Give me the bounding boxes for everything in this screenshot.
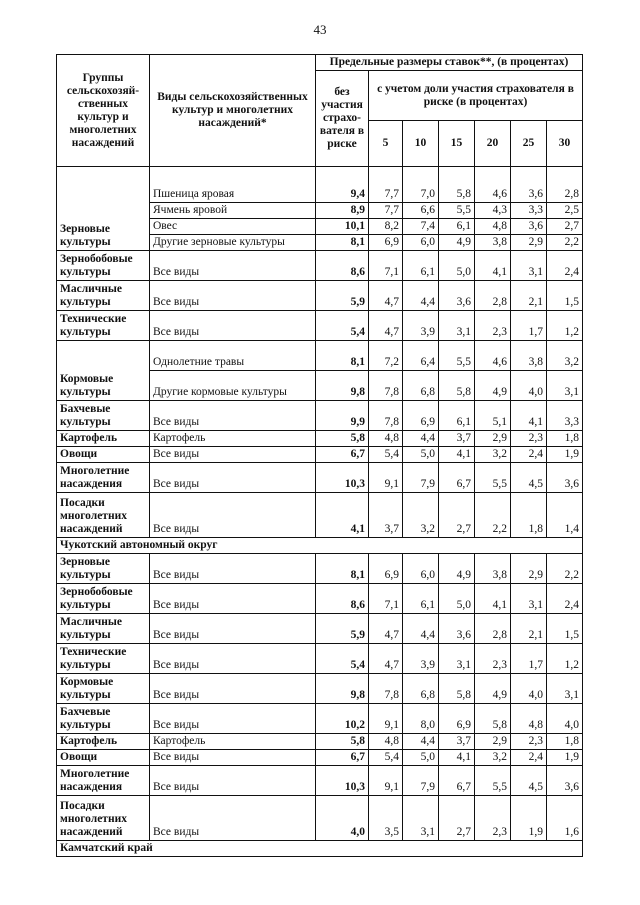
share-rate-cell: 2,3	[475, 311, 511, 341]
header-group: Группы сельскохозяй-ственных культур и многолетних насаждений	[57, 55, 150, 167]
share-rate-cell: 4,1	[475, 251, 511, 281]
base-rate-cell: 4,1	[316, 493, 369, 538]
share-rate-cell: 3,9	[403, 644, 439, 674]
crop-kind-cell: Однолетние травы	[150, 341, 316, 371]
base-rate-cell: 6,7	[316, 447, 369, 463]
share-rate-cell: 9,1	[369, 463, 403, 493]
share-rate-cell: 7,4	[403, 219, 439, 235]
crop-group-cell: Технические культуры	[57, 644, 150, 674]
crop-group-cell: Кормовые культуры	[57, 674, 150, 704]
crop-group-cell: Зерновые культуры	[57, 167, 150, 251]
share-rate-cell: 5,0	[439, 584, 475, 614]
share-rate-cell: 4,0	[511, 674, 547, 704]
base-rate-cell: 8,1	[316, 554, 369, 584]
share-rate-cell: 9,1	[369, 766, 403, 796]
share-rate-cell: 4,8	[475, 219, 511, 235]
share-rate-cell: 1,9	[547, 447, 583, 463]
share-rate-cell: 2,7	[439, 796, 475, 841]
share-rate-cell: 3,1	[511, 584, 547, 614]
share-rate-cell: 2,2	[547, 235, 583, 251]
share-rate-cell: 6,0	[403, 235, 439, 251]
crop-group-cell: Масличные культуры	[57, 281, 150, 311]
crop-kind-cell: Все виды	[150, 750, 316, 766]
share-rate-cell: 2,8	[475, 614, 511, 644]
share-rate-cell: 3,1	[439, 311, 475, 341]
share-rate-cell: 5,4	[369, 750, 403, 766]
share-rate-cell: 5,0	[439, 251, 475, 281]
table-row	[57, 734, 583, 750]
crop-group-cell: Зерновые культуры	[57, 554, 150, 584]
base-rate-cell: 5,8	[316, 734, 369, 750]
share-rate-cell: 2,4	[511, 447, 547, 463]
crop-kind-cell: Все виды	[150, 493, 316, 538]
share-rate-cell: 4,7	[369, 311, 403, 341]
share-rate-cell: 1,9	[547, 750, 583, 766]
crop-kind-cell: Все виды	[150, 796, 316, 841]
share-rate-cell: 2,7	[439, 493, 475, 538]
base-rate-cell: 10,3	[316, 463, 369, 493]
share-rate-cell: 3,2	[475, 447, 511, 463]
table-row	[57, 766, 583, 796]
share-rate-cell: 3,7	[439, 734, 475, 750]
crop-kind-cell: Другие кормовые культуры	[150, 371, 316, 401]
base-rate-cell: 5,4	[316, 311, 369, 341]
share-rate-cell: 7,2	[369, 341, 403, 371]
share-rate-cell: 4,7	[369, 281, 403, 311]
share-rate-cell: 3,6	[439, 281, 475, 311]
share-rate-cell: 7,0	[403, 167, 439, 203]
share-rate-cell: 7,9	[403, 463, 439, 493]
share-rate-cell: 8,2	[369, 219, 403, 235]
share-rate-cell: 5,4	[369, 447, 403, 463]
share-rate-cell: 6,1	[403, 251, 439, 281]
region-row	[57, 538, 583, 554]
header-share-25: 25	[511, 121, 547, 167]
share-rate-cell: 1,7	[511, 311, 547, 341]
share-rate-cell: 7,1	[369, 584, 403, 614]
share-rate-cell: 3,1	[403, 796, 439, 841]
crop-group-cell: Зернобобовые культуры	[57, 251, 150, 281]
page-number: 43	[313, 22, 327, 37]
crop-group-cell: Картофель	[57, 431, 150, 447]
share-rate-cell: 4,9	[439, 554, 475, 584]
base-rate-cell: 9,4	[316, 167, 369, 203]
share-rate-cell: 2,4	[547, 584, 583, 614]
share-rate-cell: 3,3	[547, 401, 583, 431]
base-rate-cell: 10,3	[316, 766, 369, 796]
crop-kind-cell: Все виды	[150, 704, 316, 734]
header-share-30: 30	[547, 121, 583, 167]
table-row	[57, 447, 583, 463]
share-rate-cell: 1,4	[547, 493, 583, 538]
base-rate-cell: 9,8	[316, 674, 369, 704]
share-rate-cell: 3,8	[511, 341, 547, 371]
table-row	[57, 463, 583, 493]
share-rate-cell: 2,9	[511, 554, 547, 584]
share-rate-cell: 4,4	[403, 614, 439, 644]
share-rate-cell: 1,5	[547, 614, 583, 644]
share-rate-cell: 7,8	[369, 401, 403, 431]
table-row	[57, 644, 583, 674]
share-rate-cell: 2,1	[511, 281, 547, 311]
table-row	[57, 167, 583, 203]
share-rate-cell: 1,8	[511, 493, 547, 538]
share-rate-cell: 4,9	[439, 235, 475, 251]
base-rate-cell: 4,0	[316, 796, 369, 841]
share-rate-cell: 4,3	[475, 203, 511, 219]
share-rate-cell: 4,1	[511, 401, 547, 431]
crop-group-cell: Овощи	[57, 750, 150, 766]
share-rate-cell: 7,9	[403, 766, 439, 796]
header-share-10: 10	[403, 121, 439, 167]
crop-kind-cell: Картофель	[150, 431, 316, 447]
table-row	[57, 341, 583, 371]
share-rate-cell: 6,1	[439, 219, 475, 235]
share-rate-cell: 3,6	[547, 766, 583, 796]
share-rate-cell: 1,5	[547, 281, 583, 311]
crop-group-cell: Посадки многолетних насаждений	[57, 796, 150, 841]
share-rate-cell: 6,0	[403, 554, 439, 584]
share-rate-cell: 3,2	[475, 750, 511, 766]
base-rate-cell: 8,1	[316, 235, 369, 251]
share-rate-cell: 3,6	[511, 167, 547, 203]
insurance-rates-table	[56, 54, 583, 857]
share-rate-cell: 4,4	[403, 734, 439, 750]
share-rate-cell: 2,4	[547, 251, 583, 281]
share-rate-cell: 3,8	[475, 235, 511, 251]
table-row	[57, 401, 583, 431]
share-rate-cell: 4,9	[475, 674, 511, 704]
table-row	[57, 674, 583, 704]
share-rate-cell: 2,2	[475, 493, 511, 538]
share-rate-cell: 1,2	[547, 644, 583, 674]
region-row	[57, 841, 583, 857]
share-rate-cell: 6,7	[439, 463, 475, 493]
share-rate-cell: 7,7	[369, 203, 403, 219]
share-rate-cell: 2,1	[511, 614, 547, 644]
share-rate-cell: 6,8	[403, 674, 439, 704]
share-rate-cell: 4,6	[475, 167, 511, 203]
share-rate-cell: 2,7	[547, 219, 583, 235]
crop-group-cell: Посадки многолетних насаждений	[57, 493, 150, 538]
base-rate-cell: 5,9	[316, 281, 369, 311]
share-rate-cell: 7,8	[369, 674, 403, 704]
share-rate-cell: 3,5	[369, 796, 403, 841]
table-row	[57, 493, 583, 538]
crop-kind-cell: Все виды	[150, 281, 316, 311]
share-rate-cell: 9,1	[369, 704, 403, 734]
header-kind: Виды сельскохозяйственных культур и многолетних насаждений*	[150, 55, 316, 167]
share-rate-cell: 2,4	[511, 750, 547, 766]
header-share-20: 20	[475, 121, 511, 167]
base-rate-cell: 9,9	[316, 401, 369, 431]
crop-kind-cell: Овес	[150, 219, 316, 235]
share-rate-cell: 4,8	[369, 431, 403, 447]
header-base: без участия страхо-вателя в риске	[316, 71, 369, 167]
region-heading: Чукотский автономный округ	[57, 538, 583, 554]
table-row	[57, 584, 583, 614]
share-rate-cell: 6,9	[369, 554, 403, 584]
base-rate-cell: 10,2	[316, 704, 369, 734]
share-rate-cell: 4,1	[475, 584, 511, 614]
base-rate-cell: 8,1	[316, 341, 369, 371]
region-heading: Камчатский край	[57, 841, 583, 857]
share-rate-cell: 6,1	[439, 401, 475, 431]
share-rate-cell: 6,8	[403, 371, 439, 401]
share-rate-cell: 6,1	[403, 584, 439, 614]
share-rate-cell: 5,5	[439, 341, 475, 371]
header-share-15: 15	[439, 121, 475, 167]
share-rate-cell: 5,1	[475, 401, 511, 431]
share-rate-cell: 4,5	[511, 463, 547, 493]
base-rate-cell: 10,1	[316, 219, 369, 235]
share-rate-cell: 3,8	[475, 554, 511, 584]
share-rate-cell: 2,3	[475, 796, 511, 841]
share-rate-cell: 5,0	[403, 750, 439, 766]
share-rate-cell: 3,1	[547, 371, 583, 401]
share-rate-cell: 2,3	[511, 431, 547, 447]
share-rate-cell: 3,7	[369, 493, 403, 538]
crop-kind-cell: Все виды	[150, 766, 316, 796]
crop-group-cell: Многолетние насаждения	[57, 463, 150, 493]
crop-kind-cell: Все виды	[150, 674, 316, 704]
share-rate-cell: 4,8	[511, 704, 547, 734]
share-rate-cell: 6,9	[369, 235, 403, 251]
table-row	[57, 251, 583, 281]
crop-group-cell: Овощи	[57, 447, 150, 463]
base-rate-cell: 8,6	[316, 251, 369, 281]
share-rate-cell: 2,9	[475, 431, 511, 447]
crop-kind-cell: Ячмень яровой	[150, 203, 316, 219]
crop-group-cell: Технические культуры	[57, 311, 150, 341]
share-rate-cell: 2,5	[547, 203, 583, 219]
share-rate-cell: 7,1	[369, 251, 403, 281]
share-rate-cell: 4,0	[511, 371, 547, 401]
share-rate-cell: 8,0	[403, 704, 439, 734]
base-rate-cell: 5,4	[316, 644, 369, 674]
share-rate-cell: 3,6	[547, 463, 583, 493]
share-rate-cell: 5,8	[439, 674, 475, 704]
table-row	[57, 704, 583, 734]
header-share-5: 5	[369, 121, 403, 167]
share-rate-cell: 6,9	[403, 401, 439, 431]
share-rate-cell: 5,8	[475, 704, 511, 734]
share-rate-cell: 6,6	[403, 203, 439, 219]
share-rate-cell: 1,8	[547, 734, 583, 750]
share-rate-cell: 4,4	[403, 281, 439, 311]
header-limit: Предельные размеры ставок**, (в процентах)	[316, 55, 583, 71]
crop-group-cell: Масличные культуры	[57, 614, 150, 644]
header-share: с учетом доли участия страхователя в риске (в процентах)	[369, 71, 583, 121]
table-body	[57, 167, 583, 857]
crop-kind-cell: Все виды	[150, 251, 316, 281]
share-rate-cell: 3,2	[547, 341, 583, 371]
share-rate-cell: 6,4	[403, 341, 439, 371]
share-rate-cell: 4,6	[475, 341, 511, 371]
share-rate-cell: 1,8	[547, 431, 583, 447]
table-header	[57, 55, 583, 167]
share-rate-cell: 3,7	[439, 431, 475, 447]
share-rate-cell: 2,8	[547, 167, 583, 203]
crop-group-cell: Многолетние насаждения	[57, 766, 150, 796]
share-rate-cell: 2,9	[511, 235, 547, 251]
share-rate-cell: 3,3	[511, 203, 547, 219]
share-rate-cell: 5,5	[475, 766, 511, 796]
base-rate-cell: 8,6	[316, 584, 369, 614]
crop-kind-cell: Все виды	[150, 311, 316, 341]
share-rate-cell: 4,9	[475, 371, 511, 401]
share-rate-cell: 5,5	[475, 463, 511, 493]
table-row	[57, 750, 583, 766]
table-row	[57, 554, 583, 584]
crop-kind-cell: Другие зерновые культуры	[150, 235, 316, 251]
base-rate-cell: 6,7	[316, 750, 369, 766]
share-rate-cell: 4,7	[369, 644, 403, 674]
crop-kind-cell: Все виды	[150, 554, 316, 584]
share-rate-cell: 2,8	[475, 281, 511, 311]
share-rate-cell: 2,2	[547, 554, 583, 584]
crop-kind-cell: Все виды	[150, 401, 316, 431]
share-rate-cell: 3,1	[439, 644, 475, 674]
share-rate-cell: 3,1	[511, 251, 547, 281]
table-row	[57, 311, 583, 341]
table-row	[57, 796, 583, 841]
crop-kind-cell: Все виды	[150, 584, 316, 614]
share-rate-cell: 2,9	[475, 734, 511, 750]
share-rate-cell: 1,2	[547, 311, 583, 341]
share-rate-cell: 4,0	[547, 704, 583, 734]
table-row	[57, 281, 583, 311]
base-rate-cell: 5,9	[316, 614, 369, 644]
crop-group-cell: Бахчевые культуры	[57, 704, 150, 734]
share-rate-cell: 3,2	[403, 493, 439, 538]
share-rate-cell: 7,8	[369, 371, 403, 401]
share-rate-cell: 4,5	[511, 766, 547, 796]
table-row	[57, 431, 583, 447]
share-rate-cell: 1,7	[511, 644, 547, 674]
share-rate-cell: 5,8	[439, 371, 475, 401]
share-rate-cell: 3,6	[511, 219, 547, 235]
share-rate-cell: 4,4	[403, 431, 439, 447]
share-rate-cell: 1,6	[547, 796, 583, 841]
share-rate-cell: 7,7	[369, 167, 403, 203]
share-rate-cell: 3,9	[403, 311, 439, 341]
share-rate-cell: 4,8	[369, 734, 403, 750]
base-rate-cell: 8,9	[316, 203, 369, 219]
share-rate-cell: 5,8	[439, 167, 475, 203]
base-rate-cell: 9,8	[316, 371, 369, 401]
share-rate-cell: 6,9	[439, 704, 475, 734]
crop-kind-cell: Все виды	[150, 614, 316, 644]
share-rate-cell: 5,5	[439, 203, 475, 219]
crop-kind-cell: Пшеница яровая	[150, 167, 316, 203]
share-rate-cell: 2,3	[511, 734, 547, 750]
share-rate-cell: 3,1	[547, 674, 583, 704]
share-rate-cell: 4,1	[439, 447, 475, 463]
share-rate-cell: 2,3	[475, 644, 511, 674]
crop-group-cell: Зернобобовые культуры	[57, 584, 150, 614]
base-rate-cell: 5,8	[316, 431, 369, 447]
share-rate-cell: 5,0	[403, 447, 439, 463]
share-rate-cell: 6,7	[439, 766, 475, 796]
crop-kind-cell: Все виды	[150, 447, 316, 463]
crop-kind-cell: Все виды	[150, 463, 316, 493]
share-rate-cell: 4,7	[369, 614, 403, 644]
crop-group-cell: Бахчевые культуры	[57, 401, 150, 431]
table-row	[57, 614, 583, 644]
share-rate-cell: 4,1	[439, 750, 475, 766]
crop-group-cell: Кормовые культуры	[57, 341, 150, 401]
crop-group-cell: Картофель	[57, 734, 150, 750]
share-rate-cell: 1,9	[511, 796, 547, 841]
crop-kind-cell: Все виды	[150, 644, 316, 674]
share-rate-cell: 3,6	[439, 614, 475, 644]
crop-kind-cell: Картофель	[150, 734, 316, 750]
